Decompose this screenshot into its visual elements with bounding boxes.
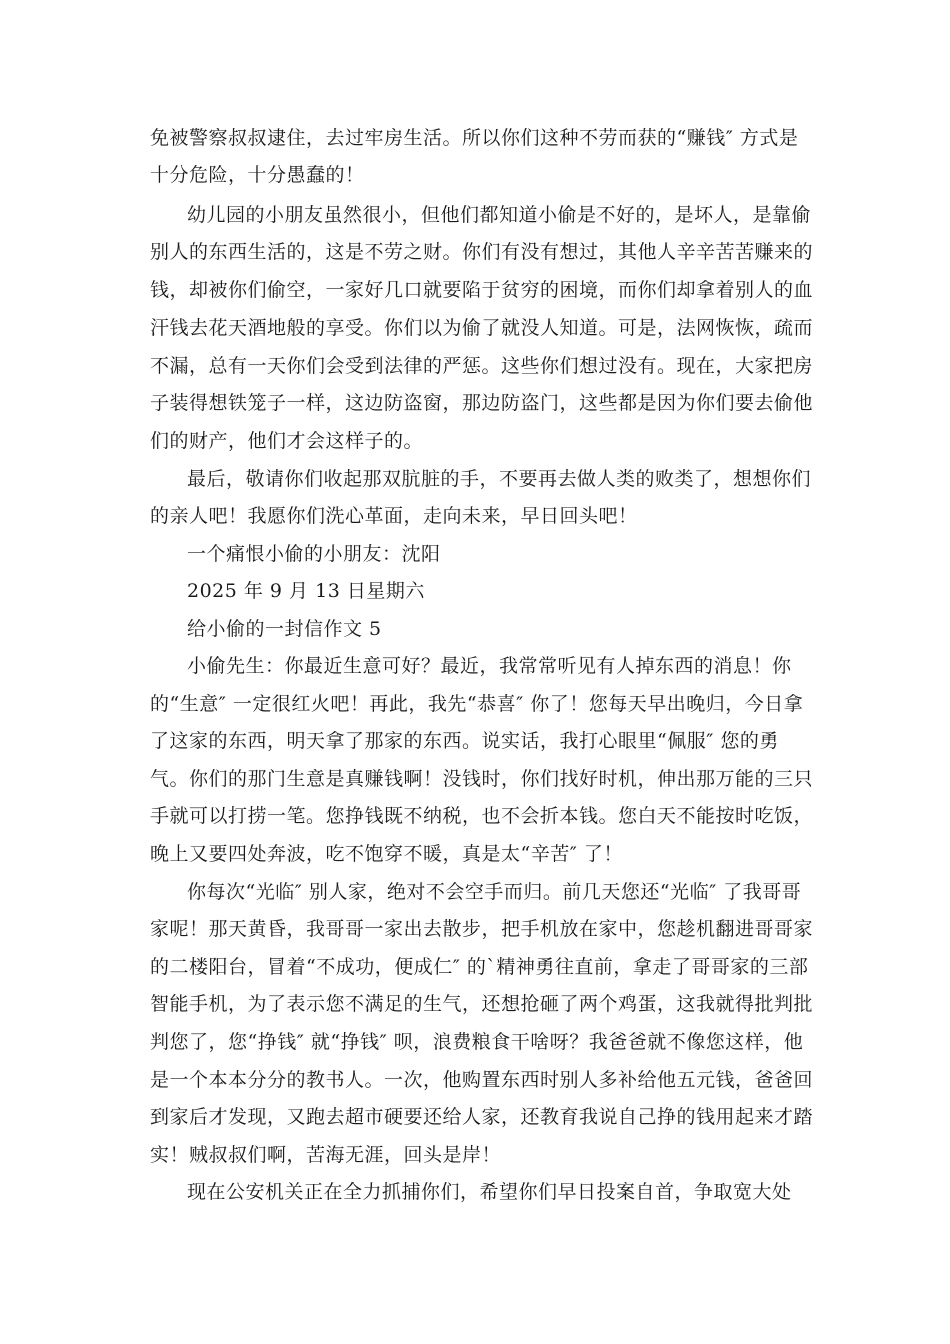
text-line: 的“生意″ 一定很红火吧！再此，我先“恭喜″ 你了！您每天早出晚归，今日拿 (150, 693, 804, 715)
text-line: 十分危险，十分愚蠢的！ (150, 164, 365, 186)
paragraph-start-line: 幼儿园的小朋友虽然很小，但他们都知道小偷是不好的，是坏人，是靠偷 (187, 204, 812, 226)
paragraph-start-line: 你每次“光临″ 别人家，绝对不会空手而归。前几天您还“光临″ 了我哥哥 (187, 881, 802, 903)
text-line: 手就可以打捞一笔。您挣钱既不纳税，也不会折本钱。您白天不能按时吃饭， (150, 805, 814, 827)
text-line: 智能手机，为了表示您不满足的生气，还想抢砸了两个鸡蛋，这我就得批判批 (150, 993, 814, 1015)
text-line: 的二楼阳台，冒着“不成功，便成仁″ 的`精神勇往直前，拿走了哥哥家的三部 (150, 956, 809, 978)
paragraph-start-line: 最后，敬请你们收起那双肮脏的手，不要再去做人类的败类了，想想你们 (187, 468, 812, 490)
text-line: 实！贼叔叔们啊，苦海无涯，回头是岸！ (150, 1144, 502, 1166)
text-line: 别人的东西生活的，这是不劳之财。你们有没有想过，其他人辛辛苦苦赚来的 (150, 241, 814, 263)
text-line: 免被警察叔叔逮住，去过牢房生活。所以你们这种不劳而获的“赚钱″ 方式是 (150, 127, 799, 149)
text-line: 子装得想铁笼子一样，这边防盗窗，那边防盗门，这些都是因为你们要去偷他 (150, 392, 814, 414)
section-title: 给小偷的一封信作文 5 (187, 618, 382, 640)
paragraph-start-line: 现在公安机关正在全力抓捕你们，希望你们早日投案自首，争取宽大处 (187, 1181, 792, 1203)
signature-line: 一个痛恨小偷的小朋友：沈阳 (187, 543, 441, 565)
text-line: 判您了，您“挣钱″ 就“挣钱″ 呗，浪费粮食干啥呀？我爸爸就不像您这样，他 (150, 1031, 804, 1053)
text-line: 晚上又要四处奔波，吃不饱穿不暖，真是太“辛苦″ 了！ (150, 843, 623, 865)
text-line: 是一个本本分分的教书人。一次，他购置东西时别人多补给他五元钱，爸爸回 (150, 1069, 814, 1091)
text-line: 汗钱去花天酒地般的享受。你们以为偷了就没人知道。可是，法网恢恢，疏而 (150, 317, 814, 339)
text-line: 的亲人吧！我愿你们洗心革面，走向未来，早日回头吧！ (150, 505, 638, 527)
text-line: 钱，却被你们偷空，一家好几口就要陷于贫穷的困境，而你们却拿着别人的血 (150, 279, 814, 301)
text-line: 不漏，总有一天你们会受到法律的严惩。这些你们想过没有。现在，大家把房 (150, 355, 814, 377)
text-line: 到家后才发现，又跑去超市硬要还给人家，还教育我说自己挣的钱用起来才踏 (150, 1106, 814, 1128)
text-line: 家呢！那天黄昏，我哥哥一家出去散步，把手机放在家中，您趁机翻进哥哥家 (150, 918, 814, 940)
text-line: 了这家的东西，明天拿了那家的东西。说实话，我打心眼里“佩服″ 您的勇 (150, 730, 779, 752)
paragraph-start-line: 小偷先生：你最近生意可好？最近，我常常听见有人掉东西的消息！你 (187, 655, 792, 677)
text-line: 气。你们的那门生意是真赚钱啊！没钱时，你们找好时机，伸出那万能的三只 (150, 768, 814, 790)
text-line: 们的财产，他们才会这样子的。 (150, 430, 424, 452)
date-line: 2025 年 9 月 13 日星期六 (187, 580, 425, 602)
